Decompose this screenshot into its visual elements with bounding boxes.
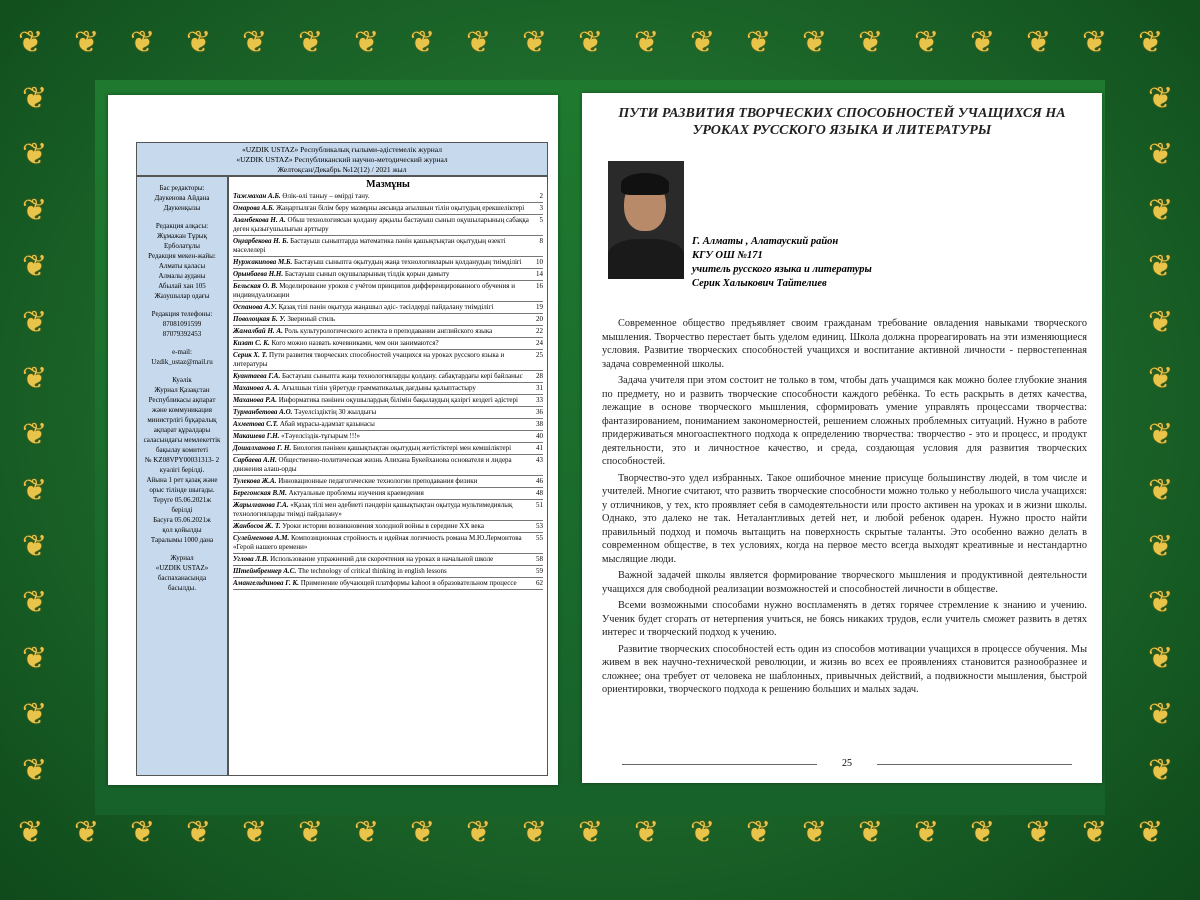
ornament-swirl-icon: ❦ — [1148, 417, 1174, 452]
ornament-swirl-icon: ❦ — [242, 815, 268, 850]
ornament-swirl-icon: ❦ — [1148, 193, 1174, 228]
ornament-swirl-icon: ❦ — [130, 815, 156, 850]
toc-author: Сулейменова А.М. — [233, 534, 290, 542]
article-paragraph: Важной задачей школы является формирование творческого мышления и продуктивной деятельности учащихся для свободной реализации возможностей и способностей личности в обществе. — [602, 570, 1087, 595]
toc-row — [233, 236, 543, 257]
toc-row — [233, 383, 543, 395]
ornament-swirl-icon: ❦ — [22, 137, 48, 172]
table-of-contents — [228, 176, 548, 776]
journal-header-line-3: Желтоқсан/Декабрь №12(12) / 2021 жыл — [277, 165, 407, 174]
ornament-swirl-icon: ❦ — [410, 25, 436, 60]
toc-row — [233, 554, 543, 566]
ornament-swirl-icon: ❦ — [634, 25, 660, 60]
sidebar-line: Абылай хан 105 — [158, 282, 206, 290]
journal-header — [136, 142, 548, 176]
toc-page: 59 — [536, 567, 543, 575]
toc-row — [233, 371, 543, 383]
ornament-swirl-icon: ❦ — [1148, 529, 1174, 564]
toc-page: 3 — [539, 204, 543, 212]
toc-page: 33 — [536, 396, 543, 404]
sidebar-line: Терүге 05.06.2021ж — [152, 496, 212, 504]
sidebar-line — [137, 339, 227, 347]
ornament-swirl-icon: ❦ — [1026, 815, 1052, 850]
toc-page: 5 — [539, 216, 543, 224]
toc-entry-title: Пути развития творческих способностей учащихся на уроках русского языка и литературы — [233, 351, 505, 368]
sidebar-line: № KZ08VPY00031313- 2 — [144, 456, 220, 464]
toc-author: Кизат С. К. — [233, 339, 270, 347]
sidebar-line: Даукенова Айдана — [154, 194, 210, 202]
ornament-swirl-icon: ❦ — [746, 25, 772, 60]
sidebar-line: Куәлік — [172, 376, 192, 384]
toc-row — [233, 302, 543, 314]
toc-author: Азамбекова Н. А. — [233, 216, 286, 224]
toc-page: 36 — [536, 408, 543, 416]
journal-sidebar — [136, 176, 228, 776]
ornament-swirl-icon: ❦ — [22, 305, 48, 340]
toc-entry-title: Актуальные проблемы изучения краеведения — [286, 489, 424, 497]
ornament-swirl-icon: ❦ — [22, 193, 48, 228]
toc-page: 10 — [536, 258, 543, 266]
toc-author: Маханова А. А. — [233, 384, 280, 392]
toc-entry-title: Абай мұрасы-адамзат қазынасы — [278, 420, 375, 428]
sidebar-line: бақылау комитеті — [155, 446, 209, 454]
author-photo — [608, 161, 684, 279]
toc-author: Серик Х. Т. — [233, 351, 268, 359]
ornament-swirl-icon: ❦ — [22, 585, 48, 620]
sidebar-line: Uzdik_ustaz@mail.ru — [151, 358, 213, 366]
toc-row — [233, 203, 543, 215]
toc-author: Оңғарбекова Н. Б. — [233, 237, 289, 245]
toc-entry-title: Биология пәнінен қашықтықтан оқытудың жетістіктері мен кемшіліктері — [291, 444, 512, 452]
sidebar-line: Редакция мекен-жайы: — [148, 252, 216, 260]
ornament-swirl-icon: ❦ — [1138, 815, 1164, 850]
ornament-swirl-icon: ❦ — [354, 25, 380, 60]
toc-author: Жанбосов Ж. Т. — [233, 522, 281, 530]
ornament-swirl-icon: ❦ — [1148, 361, 1174, 396]
ornament-swirl-icon: ❦ — [1148, 473, 1174, 508]
toc-page: 25 — [536, 351, 543, 359]
sidebar-line: орыс тілінде шығады. — [149, 486, 215, 494]
page-number: 25 — [842, 758, 852, 769]
toc-row — [233, 326, 543, 338]
toc-row — [233, 350, 543, 371]
article-page — [582, 93, 1102, 783]
ornament-swirl-icon: ❦ — [690, 25, 716, 60]
ornament-swirl-icon: ❦ — [1148, 249, 1174, 284]
author-position: учитель русского языка и литературы — [692, 264, 872, 275]
ornament-swirl-icon: ❦ — [22, 529, 48, 564]
toc-row — [233, 338, 543, 350]
toc-row — [233, 443, 543, 455]
toc-entry-title: «Тәуелсіздік-тұғырым !!!» — [279, 432, 361, 440]
sidebar-line: Редакция алқасы: — [155, 222, 209, 230]
toc-entry-title: Бастауыш сыныпта оқытудың жаңа технологияларын қолданудың тиімділігі — [292, 258, 522, 266]
ornament-swirl-icon: ❦ — [1148, 697, 1174, 732]
sidebar-line: ақпарат құралдары — [153, 426, 211, 434]
toc-row — [233, 269, 543, 281]
ornament-swirl-icon: ❦ — [1148, 305, 1174, 340]
ornament-swirl-icon: ❦ — [74, 815, 100, 850]
ornament-swirl-icon: ❦ — [970, 25, 996, 60]
ornament-swirl-icon: ❦ — [354, 815, 380, 850]
toc-entry-title: Моделирование уроков с учётом принципов дифференцированного обучения и индивидуализации — [233, 282, 515, 299]
toc-page: 20 — [536, 315, 543, 323]
author-info — [692, 235, 1072, 291]
toc-entry-title: Композиционная стройность и идейная логичность романа М.Ю.Лермонтова «Герой нашего времени» — [233, 534, 522, 551]
ornament-swirl-icon: ❦ — [22, 361, 48, 396]
toc-page: 2 — [539, 192, 543, 200]
sidebar-line: Журнал — [170, 554, 194, 562]
toc-row — [233, 314, 543, 326]
ornament-swirl-icon: ❦ — [1148, 585, 1174, 620]
toc-page: 14 — [536, 270, 543, 278]
toc-entry-title: Тәуелсіздіктің 30 жылдығы — [292, 408, 377, 416]
ornament-swirl-icon: ❦ — [130, 25, 156, 60]
sidebar-line: e-mail: — [172, 348, 192, 356]
sidebar-line: және коммуникация — [152, 406, 212, 414]
toc-entry-title: Уроки истории возникновения холодной войны в середине XX века — [280, 522, 484, 530]
ornament-swirl-icon: ❦ — [858, 25, 884, 60]
toc-author: Штейнбреннер А.С. — [233, 567, 297, 575]
toc-entry-title: Обьш технологиясын қолдану арқылы бастауыш сынып оқушыларының сабаққа деген қызығушылығын арттыру — [233, 216, 529, 233]
ornament-swirl-icon: ❦ — [578, 815, 604, 850]
toc-author: Берегонская В.М. — [233, 489, 287, 497]
toc-author: Нуржакипова М.Б. — [233, 258, 293, 266]
ornament-swirl-icon: ❦ — [18, 25, 44, 60]
ornament-swirl-icon: ❦ — [410, 815, 436, 850]
sidebar-line: Журнал Қазақстан — [154, 386, 210, 394]
ornament-swirl-icon: ❦ — [1148, 81, 1174, 116]
toc-author: Орынбаева Н.Н. — [233, 270, 284, 278]
author-school: КГУ ОШ №171 — [692, 250, 763, 261]
toc-row — [233, 215, 543, 236]
article-body — [602, 317, 1087, 700]
toc-page: 46 — [536, 477, 543, 485]
ornament-swirl-icon: ❦ — [1082, 815, 1108, 850]
ornament-swirl-icon: ❦ — [22, 697, 48, 732]
sidebar-line: саласындағы мемлекеттік — [143, 436, 221, 444]
sidebar-line: Айына 1 рет қазақ және — [146, 476, 218, 484]
toc-page: 38 — [536, 420, 543, 428]
toc-row — [233, 566, 543, 578]
sidebar-line: Даукенқызы — [163, 204, 201, 212]
toc-row — [233, 533, 543, 554]
ornament-swirl-icon: ❦ — [186, 815, 212, 850]
article-title: ПУТИ РАЗВИТИЯ ТВОРЧЕСКИХ СПОСОБНОСТЕЙ УЧАЩИХСЯ НА УРОКАХ РУССКОГО ЯЗЫКА И ЛИТЕРАТУРЫ — [618, 106, 1066, 138]
journal-header-line-2: «UZDIK USTAZ» Республиканский научно-методический журнал — [236, 155, 448, 164]
sidebar-line: «UZDIK USTAZ» — [155, 564, 209, 572]
sidebar-line: Алмалы ауданы — [158, 272, 206, 280]
toc-row — [233, 578, 543, 590]
sidebar-line: Таралымы 1000 дана — [150, 536, 214, 544]
ornament-swirl-icon: ❦ — [746, 815, 772, 850]
toc-entry-title: Қазақ тілі пәнін оқытуда жаңашыл әдіс- тәсілдерді пайдалану тиімділігі — [276, 303, 494, 311]
sidebar-line — [137, 301, 227, 309]
sidebar-line: Жазушылар одағы — [154, 292, 210, 300]
toc-author: Жарылғанова Г.А. — [233, 501, 289, 509]
toc-page: 22 — [536, 327, 543, 335]
toc-row — [233, 521, 543, 533]
ornament-swirl-icon: ❦ — [1148, 641, 1174, 676]
ornament-swirl-icon: ❦ — [298, 25, 324, 60]
sidebar-line: Алматы қаласы — [158, 262, 206, 270]
toc-author: Бельская О. В. — [233, 282, 278, 290]
toc-row — [233, 419, 543, 431]
toc-author: Оспанова А.У. — [233, 303, 277, 311]
ornament-swirl-icon: ❦ — [914, 25, 940, 60]
ornament-swirl-icon: ❦ — [186, 25, 212, 60]
ornament-swirl-icon: ❦ — [1138, 25, 1164, 60]
ornament-swirl-icon: ❦ — [858, 815, 884, 850]
ornament-swirl-icon: ❦ — [970, 815, 996, 850]
toc-page: 58 — [536, 555, 543, 563]
article-paragraph: Задача учителя при этом состоит не только в том, чтобы дать учащимся как можно более глубокие знания по предмету, но и развить творческие способности каждого ребёнка. То есть раскрыть в детях качества, лежащие в основе творческого мышления, сформировать умение управлять процессами творчества: фантазированием, пониманием закономерностей, решением сложных проблемных ситуаций. Нужно в работе придерживаться многоаспектного подхода к определению творчества: творчество - это и процесс, и продукт деятельности, это и личностное качество, и среда, создающая условия для развития творческих способностей. — [602, 375, 1087, 467]
toc-entry-title: Ағылшын тілін үйретуде грамматикалық дағдыны қалыптастыру — [279, 384, 476, 392]
sidebar-line — [137, 367, 227, 375]
ornament-swirl-icon: ❦ — [690, 815, 716, 850]
article-paragraph: Развитие творческих способностей есть один из способов мотивации учащихся в процессе обучения. Мы живем в век научно-технической революции, и жизнь во всех ее проявлениях становится разнообразнее и сложнее; она требует от человека не шаблонных, привычных действий, а подвижности мышления, быстрой ориентировки, творческого подхода к решению больших и малых задач. — [602, 643, 1087, 695]
author-city: Г. Алматы , Алатауский район — [692, 236, 839, 247]
toc-author: Амангельдинова Г. К. — [233, 579, 299, 587]
toc-page: 19 — [536, 303, 543, 311]
toc-title: Мазмұны — [366, 179, 410, 190]
toc-author: Тулекова Ж.А. — [233, 477, 277, 485]
toc-author: Поволоцкая Б. У. — [233, 315, 286, 323]
sidebar-line: Басуға 05.06.2021ж — [153, 516, 211, 524]
toc-author: Сарбаева А.Н. — [233, 456, 277, 464]
ornament-swirl-icon: ❦ — [1148, 753, 1174, 788]
toc-list — [233, 191, 543, 590]
sidebar-line: Республикасы ақпарат — [148, 396, 216, 404]
toc-page: 55 — [536, 534, 543, 542]
toc-author: Маханова Р.А. — [233, 396, 277, 404]
sidebar-line: қол қойылды — [162, 526, 202, 534]
ornament-swirl-icon: ❦ — [578, 25, 604, 60]
toc-author: Углова Л.В. — [233, 555, 269, 563]
sidebar-line: баспаханасында — [157, 574, 207, 582]
toc-entry-title: Использование упражнений для скорочтения на уроках в начальной школе — [268, 555, 494, 563]
sidebar-line: Редакция телефоны: — [151, 310, 213, 318]
toc-entry-title: Бастауыш сыныптарда математика пәнін қашықтықтан оқытудың өзекті мәселелері — [233, 237, 506, 254]
toc-page: 31 — [536, 384, 543, 392]
toc-entry-title: Роль культурологического аспекта в преподавании английского языка — [282, 327, 493, 335]
ornament-swirl-icon: ❦ — [22, 81, 48, 116]
ornament-swirl-icon: ❦ — [22, 753, 48, 788]
ornament-swirl-icon: ❦ — [522, 25, 548, 60]
toc-author: Ахметова С.Т. — [233, 420, 279, 428]
article-paragraph: Современное общество предъявляет своим гражданам требование овладения навыками творческого мышления. Творчество перестает быть уделом единиц. Школа должна прореагировать на эти изменяющиеся условия. Развитие творческих способностей учащихся и воспитание активной личности - первостепенная задача современной школы. — [602, 318, 1087, 370]
toc-author: Куантаева Г.А. — [233, 372, 281, 380]
article-paragraph: Всеми возможными способами нужно воспламенять в детях горячее стремление к знанию и учению. Ученик будет сгорать от нетерпения учиться, не боясь никаких трудов, если учитель сможет развить в детях интерес и творческий подход к учению. — [602, 600, 1087, 638]
toc-entry-title: Звериный стиль — [285, 315, 336, 323]
toc-page: 28 — [536, 372, 543, 380]
toc-entry-title: Инновационные педагогические технологии преподавания физики — [276, 477, 478, 485]
ornament-swirl-icon: ❦ — [1082, 25, 1108, 60]
ornament-swirl-icon: ❦ — [242, 25, 268, 60]
toc-page: 51 — [536, 501, 543, 509]
ornament-swirl-icon: ❦ — [466, 25, 492, 60]
ornament-swirl-icon: ❦ — [634, 815, 660, 850]
toc-author: Тажмахан А.Б. — [233, 192, 281, 200]
ornament-swirl-icon: ❦ — [466, 815, 492, 850]
ornament-swirl-icon: ❦ — [914, 815, 940, 850]
toc-row — [233, 281, 543, 302]
toc-entry-title: Жаңартылған білім беру мазмұны аясында ағылшын тілін оқытудың ерекшеліктері — [274, 204, 525, 212]
toc-page: 43 — [536, 456, 543, 464]
toc-entry-title: «Қазақ тілі мен әдебиеті пәндерін қашықтықтан оқытуда мультимедиялық технологияларды тиімді пайдалану» — [233, 501, 513, 518]
sidebar-line: Жұмажан Тұрық — [156, 232, 208, 240]
toc-author: Омарова А.Б. — [233, 204, 275, 212]
ornament-swirl-icon: ❦ — [22, 473, 48, 508]
journal-header-line-1: «UZDIK USTAZ» Республикалық ғылыми-әдістемелік журнал — [242, 145, 442, 154]
toc-page: 48 — [536, 489, 543, 497]
ornament-swirl-icon: ❦ — [802, 25, 828, 60]
toc-entry-title: Кого можно назвать кочевниками, чем они занимаются? — [269, 339, 439, 347]
sidebar-line: 87081091599 — [162, 320, 202, 328]
toc-entry-title: Өлік-өлі таныу – өмірді тану. — [280, 192, 370, 200]
toc-page: 62 — [536, 579, 543, 587]
toc-row — [233, 191, 543, 203]
ornament-swirl-icon: ❦ — [22, 641, 48, 676]
toc-row — [233, 257, 543, 269]
author-name: Серик Халыкович Тайтелиев — [692, 278, 827, 289]
toc-author: Макашева Г.Н. — [233, 432, 280, 440]
toc-entry-title: Бастауыш сынып оқушыларының тілдік қорын дамыту — [283, 270, 450, 278]
toc-page: 8 — [539, 237, 543, 245]
sidebar-line: 87079392453 — [162, 330, 202, 338]
toc-page: 41 — [536, 444, 543, 452]
toc-row — [233, 407, 543, 419]
page-rule-right — [877, 764, 1072, 765]
toc-entry-title: Общественно-политическая жизнь Алихана Букейханова основателя и лидера движения алаш-орды — [233, 456, 512, 473]
page-rule-left — [622, 764, 817, 765]
toc-row — [233, 455, 543, 476]
toc-page: 16 — [536, 282, 543, 290]
sidebar-line — [137, 213, 227, 221]
sidebar-line: берілді — [171, 506, 193, 514]
toc-entry-title: Информатика пәнінен оқушылардың білімін бақылаудың қазіргі кездегі әдістері — [277, 396, 518, 404]
sidebar-line: министрлігі бұқаралық — [147, 416, 217, 424]
ornament-swirl-icon: ❦ — [18, 815, 44, 850]
toc-entry-title: The technology of critical thinking in english lessons — [296, 567, 447, 575]
toc-row — [233, 395, 543, 407]
toc-row — [233, 431, 543, 443]
toc-author: Жамалбай Н. А. — [233, 327, 283, 335]
toc-page: 24 — [536, 339, 543, 347]
sidebar-line: басылды. — [168, 584, 196, 592]
toc-entry-title: Применение обучающей платформы kahoot в образовательном процессе — [298, 579, 517, 587]
sidebar-line: Ерболатұлы — [164, 242, 200, 250]
toc-row — [233, 476, 543, 488]
ornament-swirl-icon: ❦ — [802, 815, 828, 850]
ornament-swirl-icon: ❦ — [1026, 25, 1052, 60]
ornament-swirl-icon: ❦ — [22, 417, 48, 452]
ornament-swirl-icon: ❦ — [522, 815, 548, 850]
ornament-swirl-icon: ❦ — [1148, 137, 1174, 172]
toc-author: Дошалханова Г. Н. — [233, 444, 292, 452]
toc-page: 53 — [536, 522, 543, 530]
sidebar-line: Бас редакторы: — [159, 184, 205, 192]
journal-contents-page — [108, 95, 558, 785]
ornament-swirl-icon: ❦ — [74, 25, 100, 60]
ornament-swirl-icon: ❦ — [298, 815, 324, 850]
article-paragraph: Творчество-это удел избранных. Такое ошибочное мнение присуще большинству людей, в том числе и учителей. Многие считают, что развить творческие способности можно только у небольшого числа учащихся: у отличников, у тех, кто проявляет себя в самодеятельности или просто активен на уроках и в жизни школы. Однако, это далеко не так. Неталантливых детей нет, и любой ребенок одарен. Нужно просто найти правильный подход и помочь вытащить на поверхность скрытые таланты. Это особенно важно делать в современном обществе, в тех условиях, когда на первое место всегда выходят креативные и нестандартно мыслящие люди. — [602, 472, 1087, 565]
toc-author: Турманбетова А.О. — [233, 408, 293, 416]
ornament-swirl-icon: ❦ — [22, 249, 48, 284]
toc-page: 40 — [536, 432, 543, 440]
sidebar-line — [137, 545, 227, 553]
sidebar-line: куәлігі берілді. — [159, 466, 205, 474]
toc-row — [233, 500, 543, 521]
toc-row — [233, 488, 543, 500]
toc-entry-title: Бастауыш сыныпта жаңа технологияларды қолдану. сабақтардағы кері байланыс — [280, 372, 523, 380]
